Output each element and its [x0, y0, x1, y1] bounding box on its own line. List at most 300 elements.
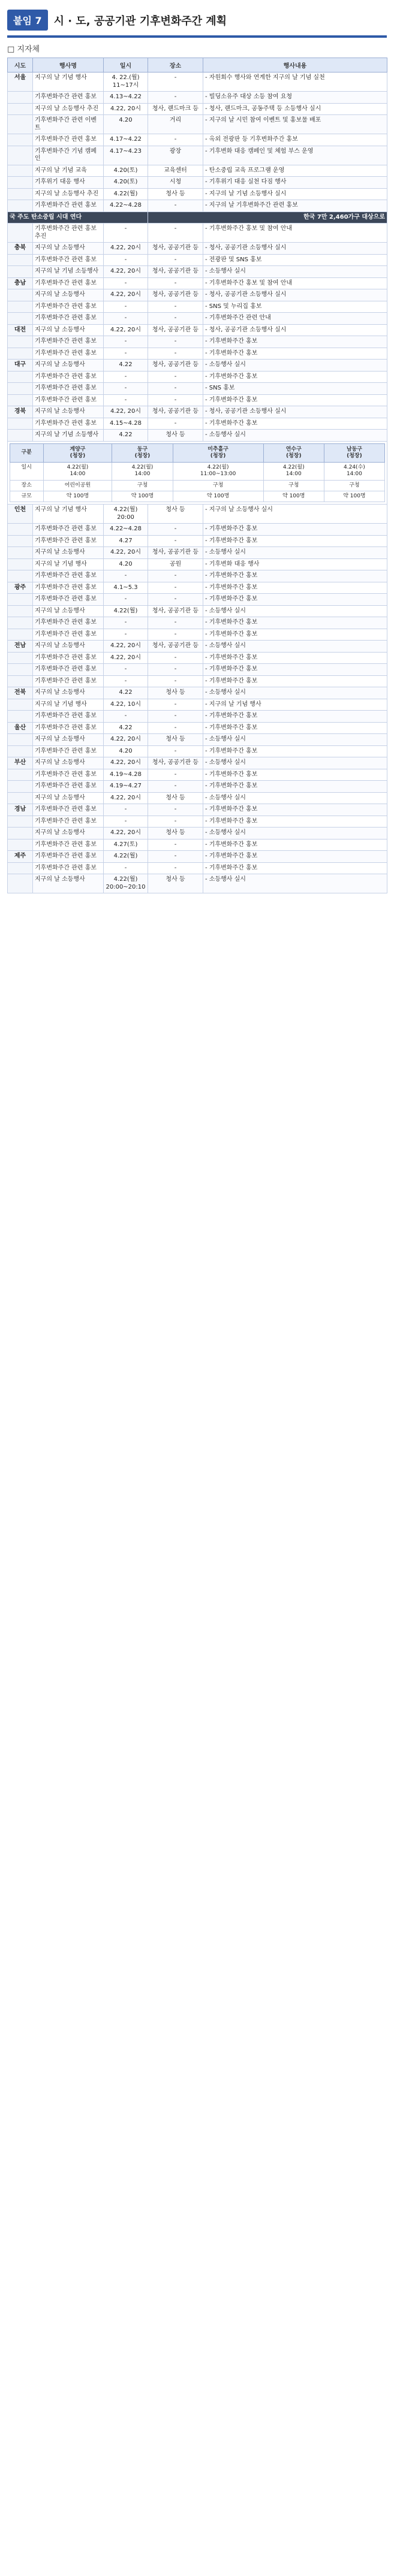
cell-content: - 소등행사 실시 [203, 360, 387, 372]
cell-place: 교육센터 [148, 165, 203, 177]
cell-content: - 청사, 공공기관 소등행사 실시 [203, 243, 387, 255]
cell-event-name: 기후변화주간 관련 홍보 [33, 570, 104, 582]
cell-region [8, 266, 33, 278]
mini-cell: 4.24(수) 14:00 [324, 463, 384, 481]
table-row [8, 243, 387, 255]
cell-content: - 소등행사 실시 [203, 828, 387, 839]
cell-content: - 자원회수 행사와 연계한 지구의 날 기념 실천 [203, 73, 387, 92]
cell-region [8, 828, 33, 839]
cell-event-name: 지구의 날 기념 행사 [33, 73, 104, 92]
cell-region [8, 224, 33, 243]
table-row [8, 103, 387, 115]
table-row [8, 418, 387, 430]
cell-content: - 기후변화주간 홍보 [203, 722, 387, 734]
cell-content: - 기후변화주간 홍보 [203, 617, 387, 629]
cell-region [8, 711, 33, 723]
cell-content: - 소등행사 실시 [203, 792, 387, 804]
cell-place: - [148, 336, 203, 348]
cell-event-name: 지구의 날 소등행사 [33, 360, 104, 372]
mini-cell: 약 100명 [324, 491, 384, 502]
cell-region [8, 594, 33, 606]
attachment-badge: 붙임 7 [7, 10, 48, 31]
cell-event-name: 기후변화주간 관련 홍보 [33, 254, 104, 266]
table-row [8, 605, 387, 617]
cell-region: 경남 [8, 804, 33, 816]
cell-date: 4.1~5.3 [104, 582, 148, 594]
cell-region: 대전 [8, 324, 33, 336]
cell-event-name: 기후변화주간 관련 홍보 [33, 804, 104, 816]
table-row [8, 874, 387, 893]
overlay-left-text: 국 주도 탄소중립 시대 연다 [8, 212, 148, 224]
table-body-1b [8, 224, 387, 442]
cell-date: 4.19~4.27 [104, 781, 148, 793]
cell-date: 4.22, 20시 [104, 103, 148, 115]
cell-content: - 기후변화주간 홍보 [203, 582, 387, 594]
cell-place: - [148, 699, 203, 711]
cell-date: 4.22, 20시 [104, 757, 148, 769]
cell-event-name: 기후변화주간 관련 홍보 [33, 816, 104, 828]
cell-region [8, 200, 33, 212]
table-row [8, 371, 387, 383]
cell-content: - 청사, 공공기관 소등행사 실시 [203, 324, 387, 336]
table-row [8, 757, 387, 769]
cell-place: - [148, 383, 203, 395]
cell-place: - [148, 134, 203, 146]
mini-cell: 4.22(월) 14:00 [263, 463, 324, 481]
mini-schedule-wrapper [8, 441, 387, 505]
cell-event-name: 기후변화주간 관련 홍보 [33, 418, 104, 430]
cell-region: 울산 [8, 722, 33, 734]
cell-date: 4.22(월) [104, 188, 148, 200]
cell-date: - [104, 383, 148, 395]
cell-region: 부산 [8, 757, 33, 769]
cell-region [8, 430, 33, 442]
cell-date: - [104, 862, 148, 874]
cell-date: 4.22~4.28 [104, 524, 148, 536]
cell-region [8, 862, 33, 874]
cell-content: - 기후변화주간 홍보 [203, 652, 387, 664]
cell-date: - [104, 617, 148, 629]
cell-place: 청사 등 [148, 874, 203, 893]
table-row [8, 188, 387, 200]
cell-event-name: 기후변화주간 관련 홍보 [33, 336, 104, 348]
cell-place: - [148, 254, 203, 266]
cell-region [8, 177, 33, 189]
cell-content: - 소등행사 실시 [203, 734, 387, 746]
cell-place: - [148, 200, 203, 212]
cell-place: - [148, 711, 203, 723]
cell-place: - [148, 524, 203, 536]
table-row [8, 816, 387, 828]
cell-region: 제주 [8, 851, 33, 863]
cell-place: 청사 등 [148, 430, 203, 442]
col-header-place: 장소 [148, 58, 203, 73]
cell-region [8, 313, 33, 325]
cell-content: - 기후변화주간 홍보 및 참여 안내 [203, 224, 387, 243]
cell-place: 공원 [148, 558, 203, 570]
cell-date: 4.22, 20시 [104, 828, 148, 839]
cell-place: - [148, 862, 203, 874]
cell-place: 청사, 랜드마크 등 [148, 103, 203, 115]
table-row [8, 224, 387, 243]
mini-cell: 약 100명 [112, 491, 173, 502]
cell-region [8, 348, 33, 360]
cell-event-name: 기후변화주간 관련 홍보 추진 [33, 224, 104, 243]
cell-event-name: 지구의 날 기념 교육 [33, 165, 104, 177]
cell-event-name: 기후변화주간 관련 홍보 [33, 839, 104, 851]
table-row [8, 146, 387, 165]
table-row [8, 115, 387, 134]
overlay-row [8, 212, 387, 224]
cell-region: 전남 [8, 641, 33, 653]
table-row [8, 73, 387, 92]
cell-date: - [104, 675, 148, 687]
cell-event-name: 기후변화주간 관련 홍보 [33, 582, 104, 594]
cell-date: - [104, 371, 148, 383]
mini-header-row [10, 443, 385, 463]
section-label: 지자체 [17, 45, 40, 54]
cell-content: - 기후변화주간 홍보 [203, 394, 387, 406]
cell-content: - 기후변화주간 홍보 [203, 804, 387, 816]
cell-place: 청사, 공공기관 등 [148, 641, 203, 653]
cell-region: 충남 [8, 277, 33, 289]
cell-date: 4.20(토) [104, 177, 148, 189]
cell-region [8, 103, 33, 115]
cell-date: 4.22, 10시 [104, 699, 148, 711]
cell-date: - [104, 348, 148, 360]
cell-content: - 지구의 날 기념 소등행사 실시 [203, 188, 387, 200]
cell-event-name: 기후변화주간 관련 홍보 [33, 851, 104, 863]
cell-event-name: 지구의 날 소등행사 [33, 605, 104, 617]
cell-date: 4.19~4.28 [104, 769, 148, 781]
cell-region: 광주 [8, 582, 33, 594]
table-row [8, 277, 387, 289]
cell-content: - SNS 및 누리집 홍보 [203, 301, 387, 313]
cell-region [8, 664, 33, 676]
table-row [8, 839, 387, 851]
cell-content: - 기후변화주간 홍보 [203, 862, 387, 874]
cell-place: 청사 등 [148, 792, 203, 804]
doc-header [0, 0, 394, 34]
cell-event-name: 지구의 날 소등행사 [33, 324, 104, 336]
cell-place: - [148, 73, 203, 92]
cell-date: 4.22, 20시 [104, 243, 148, 255]
cell-date: - [104, 804, 148, 816]
mini-cell: 4.22(월) 14:00 [43, 463, 112, 481]
table-row [8, 394, 387, 406]
cell-place: - [148, 722, 203, 734]
cell-content: - 기후변화주간 홍보 [203, 524, 387, 536]
table-row [8, 200, 387, 212]
table-row [8, 134, 387, 146]
cell-content: - 청사, 공공기관 소등행사 실시 [203, 289, 387, 301]
cell-event-name: 지구의 날 기념 행사 [33, 558, 104, 570]
cell-place: - [148, 570, 203, 582]
table-row [8, 804, 387, 816]
cell-date: 4.22, 20시 [104, 406, 148, 418]
cell-date: 4.22(월) [104, 605, 148, 617]
cell-event-name: 기후변화주간 관련 홍보 [33, 348, 104, 360]
cell-event-name: 기후변화주간 관련 홍보 [33, 313, 104, 325]
col-header-content: 행사내용 [203, 58, 387, 73]
table-row [8, 851, 387, 863]
cell-date: - [104, 629, 148, 641]
cell-region [8, 336, 33, 348]
overlay-right-text: 한국 7만 2,460가구 대상으로 [148, 212, 387, 224]
cell-content: - 탄소중립 교육 프로그램 운영 [203, 165, 387, 177]
overlay-band [8, 212, 387, 224]
cell-content: - 기후위기 대응 실천 다짐 행사 [203, 177, 387, 189]
cell-date: 4.22 [104, 722, 148, 734]
cell-region [8, 792, 33, 804]
cell-event-name: 지구의 날 소등행사 [33, 687, 104, 699]
cell-place: - [148, 394, 203, 406]
cell-date: 4.22, 20시 [104, 324, 148, 336]
cell-date: 4.27 [104, 535, 148, 547]
cell-event-name: 지구의 날 기념 행사 [33, 699, 104, 711]
cell-event-name: 기후변화주간 관련 홍보 [33, 524, 104, 536]
cell-place: - [148, 804, 203, 816]
mini-cell: 구청 [324, 480, 384, 491]
cell-event-name: 기후변화주간 관련 홍보 [33, 92, 104, 104]
cell-region [8, 165, 33, 177]
cell-place: - [148, 851, 203, 863]
cell-place: - [148, 371, 203, 383]
cell-date: - [104, 301, 148, 313]
cell-date: 4.20(토) [104, 165, 148, 177]
cell-date: 4.22(월) [104, 851, 148, 863]
cell-event-name: 지구의 날 소등행사 [33, 547, 104, 559]
cell-region [8, 629, 33, 641]
cell-region: 인천 [8, 505, 33, 524]
cell-region [8, 769, 33, 781]
cell-place: - [148, 652, 203, 664]
cell-place: - [148, 301, 203, 313]
cell-content: - 소등행사 실시 [203, 266, 387, 278]
cell-region [8, 874, 33, 893]
mini-header-cell: 미추홀구 (청장) [173, 443, 263, 463]
cell-content: - 기후변화주간 홍보 [203, 371, 387, 383]
cell-region: 전북 [8, 687, 33, 699]
table-row [8, 558, 387, 570]
table-row [8, 165, 387, 177]
cell-date: 4.22 [104, 687, 148, 699]
cell-date: 4.22, 20시 [104, 792, 148, 804]
table-row [8, 505, 387, 524]
cell-place: 청사 등 [148, 734, 203, 746]
table-row [8, 535, 387, 547]
cell-region [8, 570, 33, 582]
cell-place: - [148, 839, 203, 851]
cell-date: 4.15~4.28 [104, 418, 148, 430]
cell-date: 4.22~4.28 [104, 200, 148, 212]
cell-event-name: 지구의 날 소등행사 [33, 289, 104, 301]
cell-region [8, 605, 33, 617]
cell-content: - 기후변화주간 홍보 [203, 816, 387, 828]
mini-cell: 약 100명 [43, 491, 112, 502]
cell-event-name: 기후변화주간 관련 홍보 [33, 675, 104, 687]
cell-region [8, 547, 33, 559]
mini-header-cell: 구분 [10, 443, 44, 463]
cell-event-name: 기후변화주간 관련 홍보 [33, 535, 104, 547]
cell-region [8, 699, 33, 711]
col-header-date: 일시 [104, 58, 148, 73]
cell-content: - 소등행사 실시 [203, 687, 387, 699]
table-row [8, 699, 387, 711]
cell-content: - SNS 홍보 [203, 383, 387, 395]
section-heading [0, 43, 394, 58]
cell-region [8, 652, 33, 664]
cell-event-name: 기후변화주간 관련 홍보 [33, 371, 104, 383]
cell-region [8, 92, 33, 104]
mini-row [10, 480, 385, 491]
table-row [8, 582, 387, 594]
cell-event-name: 지구의 날 소등행사 [33, 828, 104, 839]
mini-row [10, 491, 385, 502]
cell-region: 충북 [8, 243, 33, 255]
cell-date: - [104, 711, 148, 723]
cell-region [8, 816, 33, 828]
col-header-region: 시도 [8, 58, 33, 73]
cell-event-name: 지구의 날 소등행사 추진 [33, 188, 104, 200]
table-row [8, 301, 387, 313]
cell-place: - [148, 582, 203, 594]
cell-content: - 소등행사 실시 [203, 757, 387, 769]
cell-region [8, 745, 33, 757]
cell-content: - 기후변화주간 홍보 [203, 594, 387, 606]
cell-place: - [148, 617, 203, 629]
cell-date: 4.22, 20시 [104, 641, 148, 653]
cell-content: - 청사, 공공기관 소등행사 실시 [203, 406, 387, 418]
table-row [8, 745, 387, 757]
cell-date: - [104, 254, 148, 266]
cell-date: - [104, 816, 148, 828]
cell-event-name: 기후변화주간 관련 홍보 [33, 301, 104, 313]
mini-cell: 4.22(월) 11:00~13:00 [173, 463, 263, 481]
table-row [8, 675, 387, 687]
cell-place: - [148, 769, 203, 781]
cell-date: 4.22, 20시 [104, 266, 148, 278]
table-row [8, 383, 387, 395]
checkbox-marker: □ [7, 45, 15, 54]
cell-date: 4.20 [104, 115, 148, 134]
table-row [8, 617, 387, 629]
cell-place: 청사, 공공기관 등 [148, 360, 203, 372]
title-rule [7, 35, 387, 38]
cell-date: 4.22(월) 20:00~20:10 [104, 874, 148, 893]
cell-event-name: 기후변화주간 관련 홍보 [33, 722, 104, 734]
cell-content: - 지구의 날 기념 행사 [203, 699, 387, 711]
table-row [8, 664, 387, 676]
cell-region [8, 188, 33, 200]
cell-event-name: 기후변화주간 관련 홍보 [33, 769, 104, 781]
cell-region [8, 781, 33, 793]
cell-place: 청사, 공공기관 등 [148, 547, 203, 559]
cell-event-name: 기후변화주간 관련 홍보 [33, 652, 104, 664]
mini-cell: 어린이공원 [43, 480, 112, 491]
cell-content: - 기후변화주간 홍보 [203, 675, 387, 687]
cell-content: - 기후변화주간 홍보 [203, 769, 387, 781]
cell-date: 4.22, 20시 [104, 289, 148, 301]
table-row [8, 313, 387, 325]
cell-event-name: 기후변화주간 관련 홍보 [33, 134, 104, 146]
mini-cell: 약 100명 [173, 491, 263, 502]
mini-cell: 장소 [10, 480, 44, 491]
cell-place: - [148, 675, 203, 687]
table-row [8, 254, 387, 266]
cell-place: 청사, 공공기관 등 [148, 243, 203, 255]
table-row [8, 348, 387, 360]
mini-schedule-row [8, 441, 387, 505]
cell-place: 청사, 공공기관 등 [148, 406, 203, 418]
cell-date: - [104, 313, 148, 325]
table-row [8, 324, 387, 336]
cell-region [8, 254, 33, 266]
cell-content: - 기후변화주간 홍보 [203, 336, 387, 348]
cell-event-name: 지구의 날 소등행사 [33, 874, 104, 893]
cell-place: - [148, 664, 203, 676]
table-row [8, 92, 387, 104]
cell-event-name: 기후변화주간 관련 홍보 [33, 781, 104, 793]
table-row [8, 862, 387, 874]
cell-date: - [104, 570, 148, 582]
table-header-row [8, 58, 387, 73]
cell-place: - [148, 745, 203, 757]
cell-event-name: 기후변화주간 관련 홍보 [33, 711, 104, 723]
doc-title: 시 · 도, 공공기관 기후변화주간 계획 [53, 14, 227, 28]
cell-region [8, 617, 33, 629]
cell-event-name: 지구의 날 소등행사 [33, 243, 104, 255]
cell-place: 청사 등 [148, 687, 203, 699]
cell-date: 4.20 [104, 745, 148, 757]
table-body-2 [8, 505, 387, 893]
table-row [8, 828, 387, 839]
cell-event-name: 기후변화주간 기념 캠페인 [33, 146, 104, 165]
cell-date: 4.22(월) 20:00 [104, 505, 148, 524]
mini-cell: 구청 [263, 480, 324, 491]
cell-date: - [104, 336, 148, 348]
cell-content: - 소등행사 실시 [203, 547, 387, 559]
mini-cell: 구청 [173, 480, 263, 491]
table-row [8, 652, 387, 664]
cell-date: - [104, 664, 148, 676]
mini-header-cell: 남동구 (청장) [324, 443, 384, 463]
cell-event-name: 기후변화주간 관련 홍보 [33, 617, 104, 629]
cell-region [8, 115, 33, 134]
cell-event-name: 기후변화주간 관련 이벤트 [33, 115, 104, 134]
cell-region [8, 418, 33, 430]
cell-date: 4.22, 20시 [104, 734, 148, 746]
cell-content: - 지구의 날 소등행사 실시 [203, 505, 387, 524]
cell-event-name: 지구의 날 소등행사 [33, 757, 104, 769]
cell-place: - [148, 629, 203, 641]
table-row [8, 734, 387, 746]
cell-event-name: 지구의 날 기념 소등행사 [33, 266, 104, 278]
cell-content: - 기후변화주간 홍보 [203, 570, 387, 582]
cell-place: 청사, 공공기관 등 [148, 605, 203, 617]
cell-date: - [104, 277, 148, 289]
table-row [8, 594, 387, 606]
cell-content: - 기후변화주간 홍보 [203, 664, 387, 676]
cell-place: 청사, 공공기관 등 [148, 757, 203, 769]
cell-region [8, 394, 33, 406]
table-row [8, 360, 387, 372]
cell-event-name: 지구의 날 소등행사 [33, 641, 104, 653]
cell-date: 4.13~4.22 [104, 92, 148, 104]
cell-content: - 소등행사 실시 [203, 430, 387, 442]
mini-cell: 구청 [112, 480, 173, 491]
cell-content: - 기후변화주간 관련 안내 [203, 313, 387, 325]
